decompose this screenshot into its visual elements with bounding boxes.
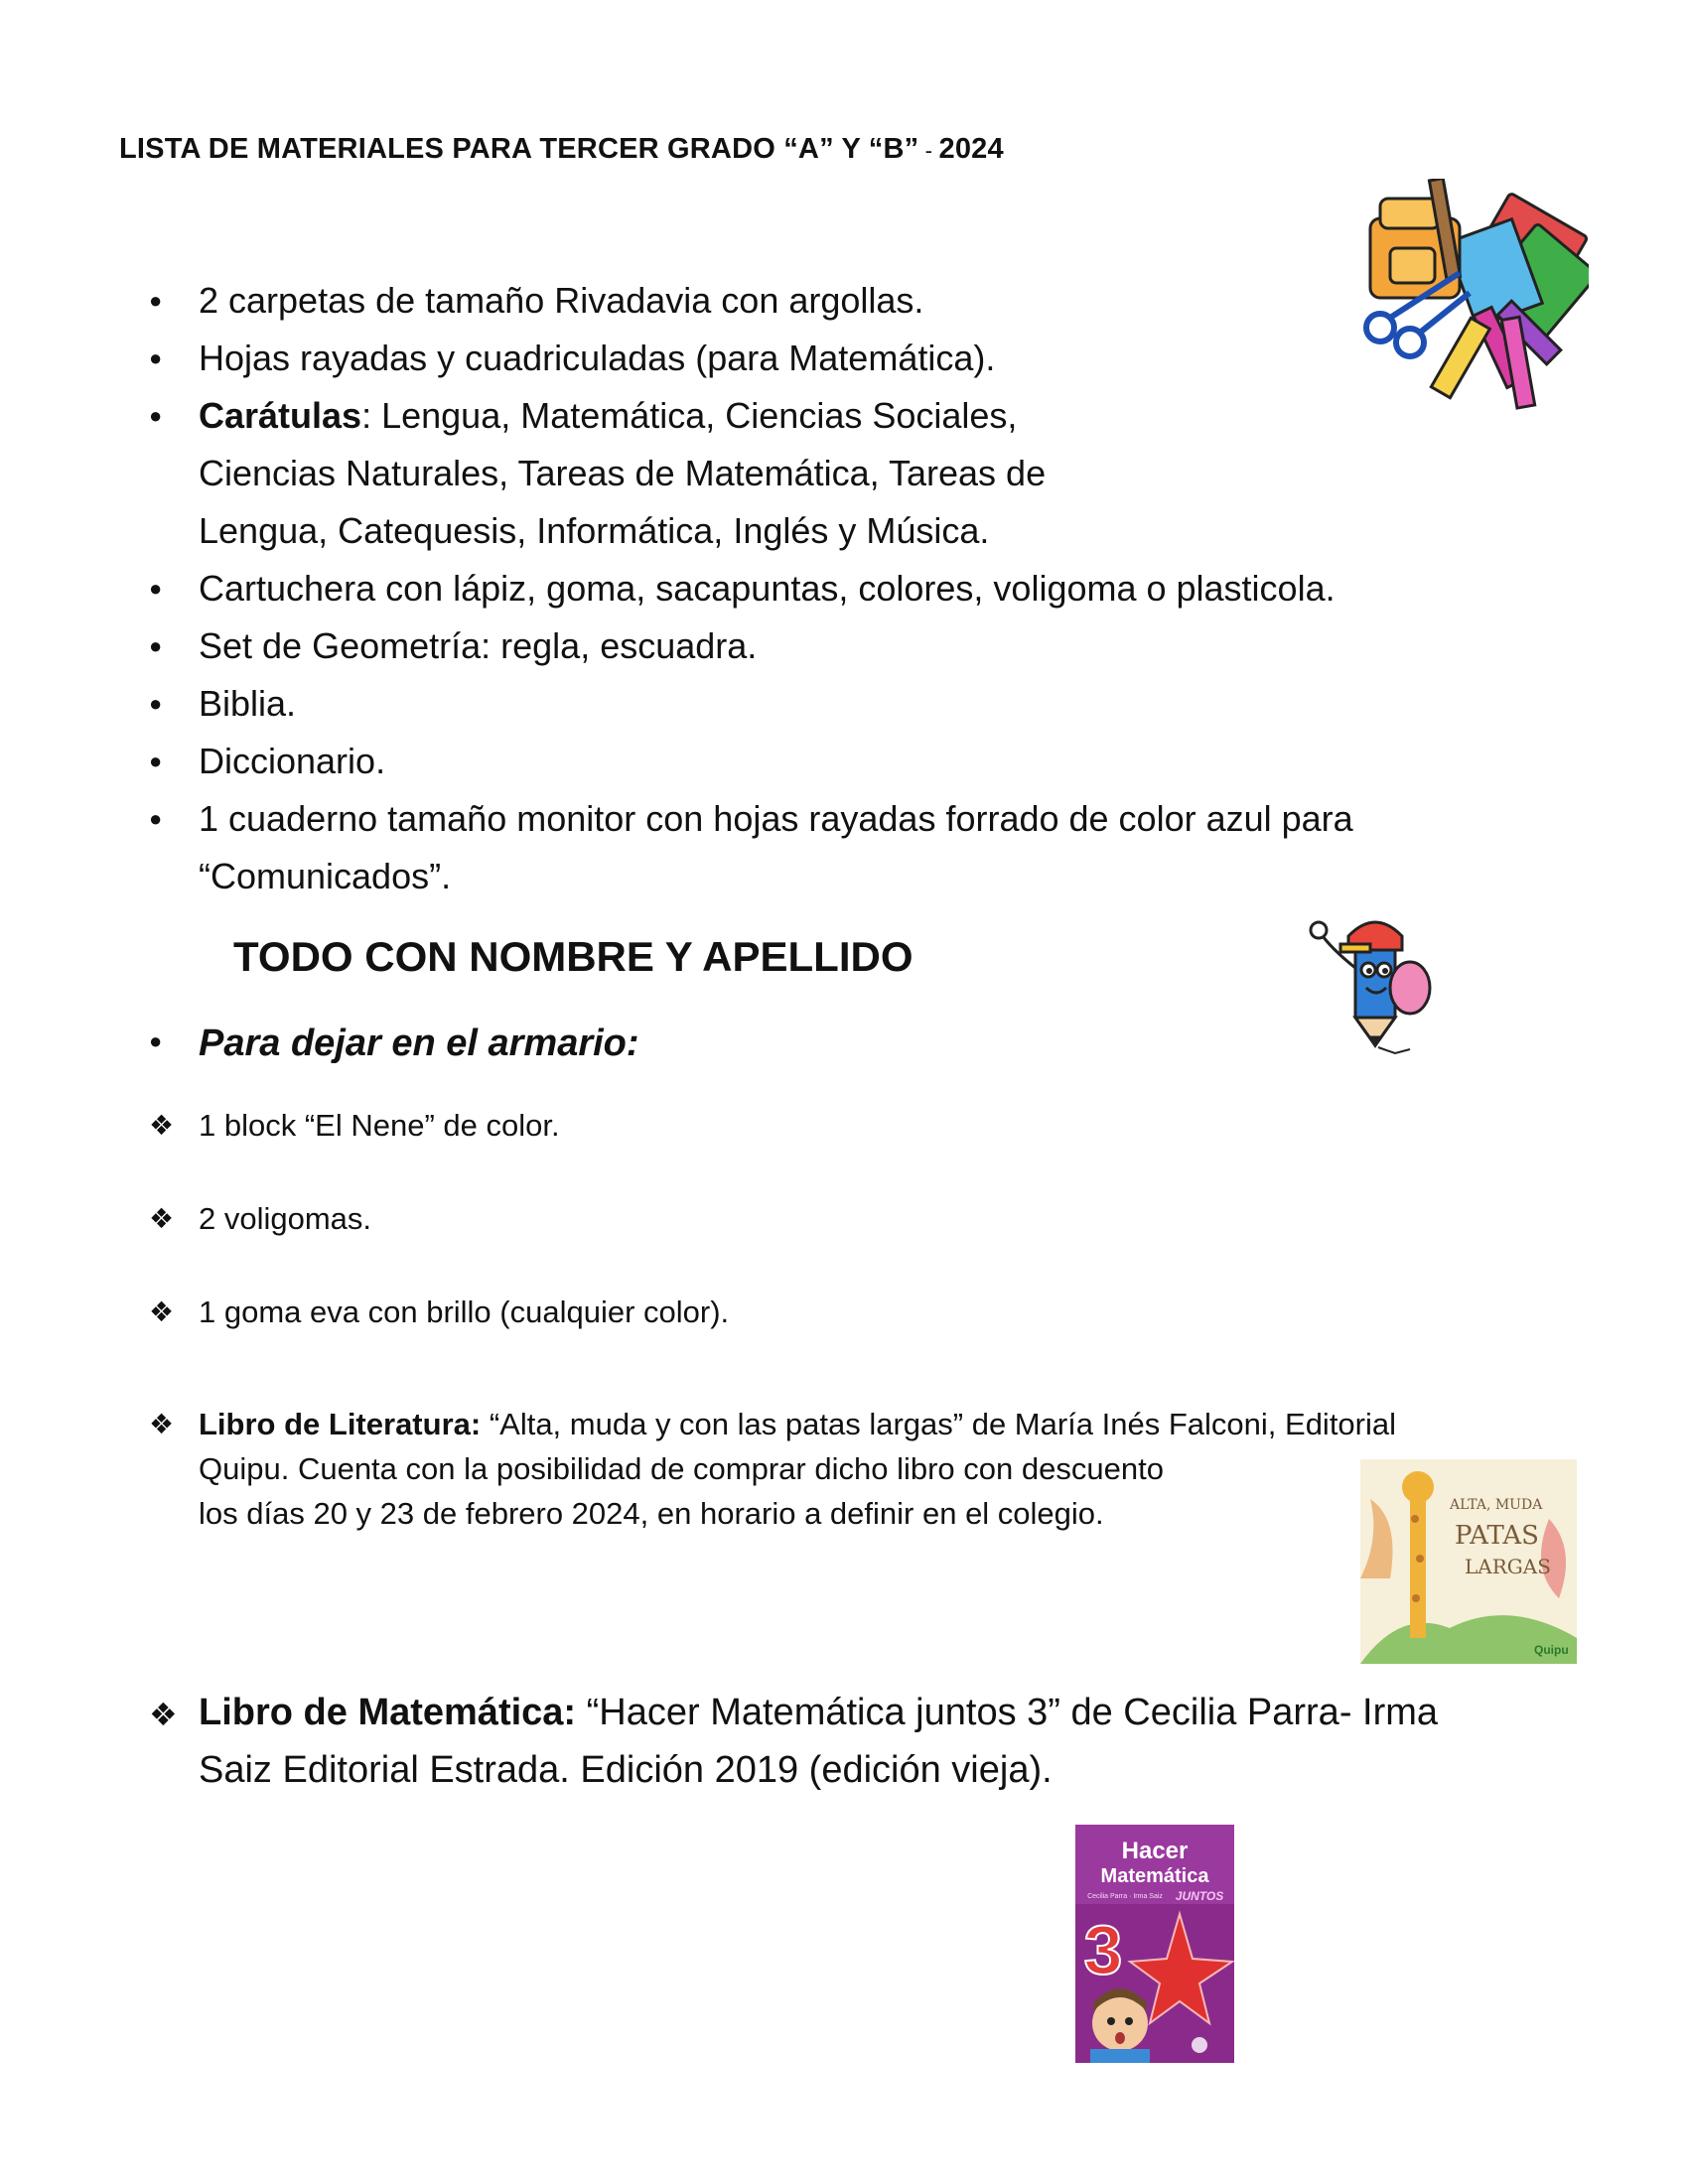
math-book-cover-image (1075, 1825, 1234, 2063)
list-item: ❖ 1 goma eva con brillo (cualquier color). (149, 1291, 729, 1334)
literature-book-item: ❖ Libro de Literatura: “Alta, muda y con las patas largas” de María Inés Falconi, Editorial Quipu. Cuenta con la posibilidad de comprar dicho libro con descuento los días 20 y 23 de febrero 2024, en horario a definir en el colegio. (149, 1402, 1569, 1536)
literature-label: Libro de Literatura: (199, 1407, 482, 1441)
literature-book-cover-image (1360, 1459, 1577, 1664)
title-text: LISTA DE MATERIALES PARA TERCER GRADO “A” Y “B” (119, 133, 919, 165)
list-item: ● Cartuchera con lápiz, goma, sacapuntas, colores, voligoma o plasticola. (149, 560, 1539, 617)
armario-heading: ● Para dejar en el armario: (149, 1023, 639, 1065)
list-item: ● 1 cuaderno tamaño monitor con hojas rayadas forrado de color azul para “Comunicados”. (149, 790, 1539, 905)
list-item: ● Carátulas: Lengua, Matemática, Ciencias Sociales, Ciencias Naturales, Tareas de Matemática, Tareas de Lengua, Catequesis, Informática, Inglés y Música. (149, 387, 1539, 560)
title-year: 2024 (938, 133, 1004, 165)
list-item: ● Set de Geometría: regla, escuadra. (149, 617, 1539, 675)
math-label: Libro de Matemática: (199, 1692, 577, 1733)
list-item: ❖ 1 block “El Nene” de color. (149, 1104, 560, 1148)
book-mat-authors: Cecilia Parra · Irma Saiz (1087, 1893, 1163, 1900)
pencil-mascot-image (1301, 908, 1460, 1057)
math-book-item: ❖ Libro de Matemática: “Hacer Matemática juntos 3” de Cecilia Parra- Irma Saiz Editorial Estrada. Edición 2019 (edición vieja). (149, 1684, 1569, 1799)
list-item: ● Biblia. (149, 675, 1539, 733)
list-item: ● Diccionario. (149, 733, 1539, 790)
book-lit-title-c: LARGAS (1465, 1555, 1551, 1578)
name-reminder-heading: TODO CON NOMBRE Y APELLIDO (233, 933, 914, 980)
book-mat-title-a: Hacer (1121, 1838, 1189, 1864)
book-mat-title-b: Matemática (1100, 1865, 1209, 1887)
title-separator: - (918, 138, 939, 163)
materials-list (149, 272, 1539, 905)
list-item: ❖ 2 voligomas. (149, 1197, 371, 1241)
caratulas-label: Carátulas (199, 395, 362, 436)
book-lit-title-a: ALTA, MUDA (1450, 1497, 1543, 1513)
book-mat-number: 3 (1083, 1911, 1123, 1988)
list-item: ● 2 carpetas de tamaño Rivadavia con argollas. (149, 272, 1539, 330)
book-mat-subtitle: JUNTOS (1175, 1889, 1224, 1903)
book-lit-publisher: Quipu (1534, 1643, 1569, 1657)
list-item: ● Hojas rayadas y cuadriculadas (para Matemática). (149, 330, 1539, 387)
page-title (119, 133, 1004, 166)
book-lit-title-b: PATAS (1455, 1521, 1539, 1551)
